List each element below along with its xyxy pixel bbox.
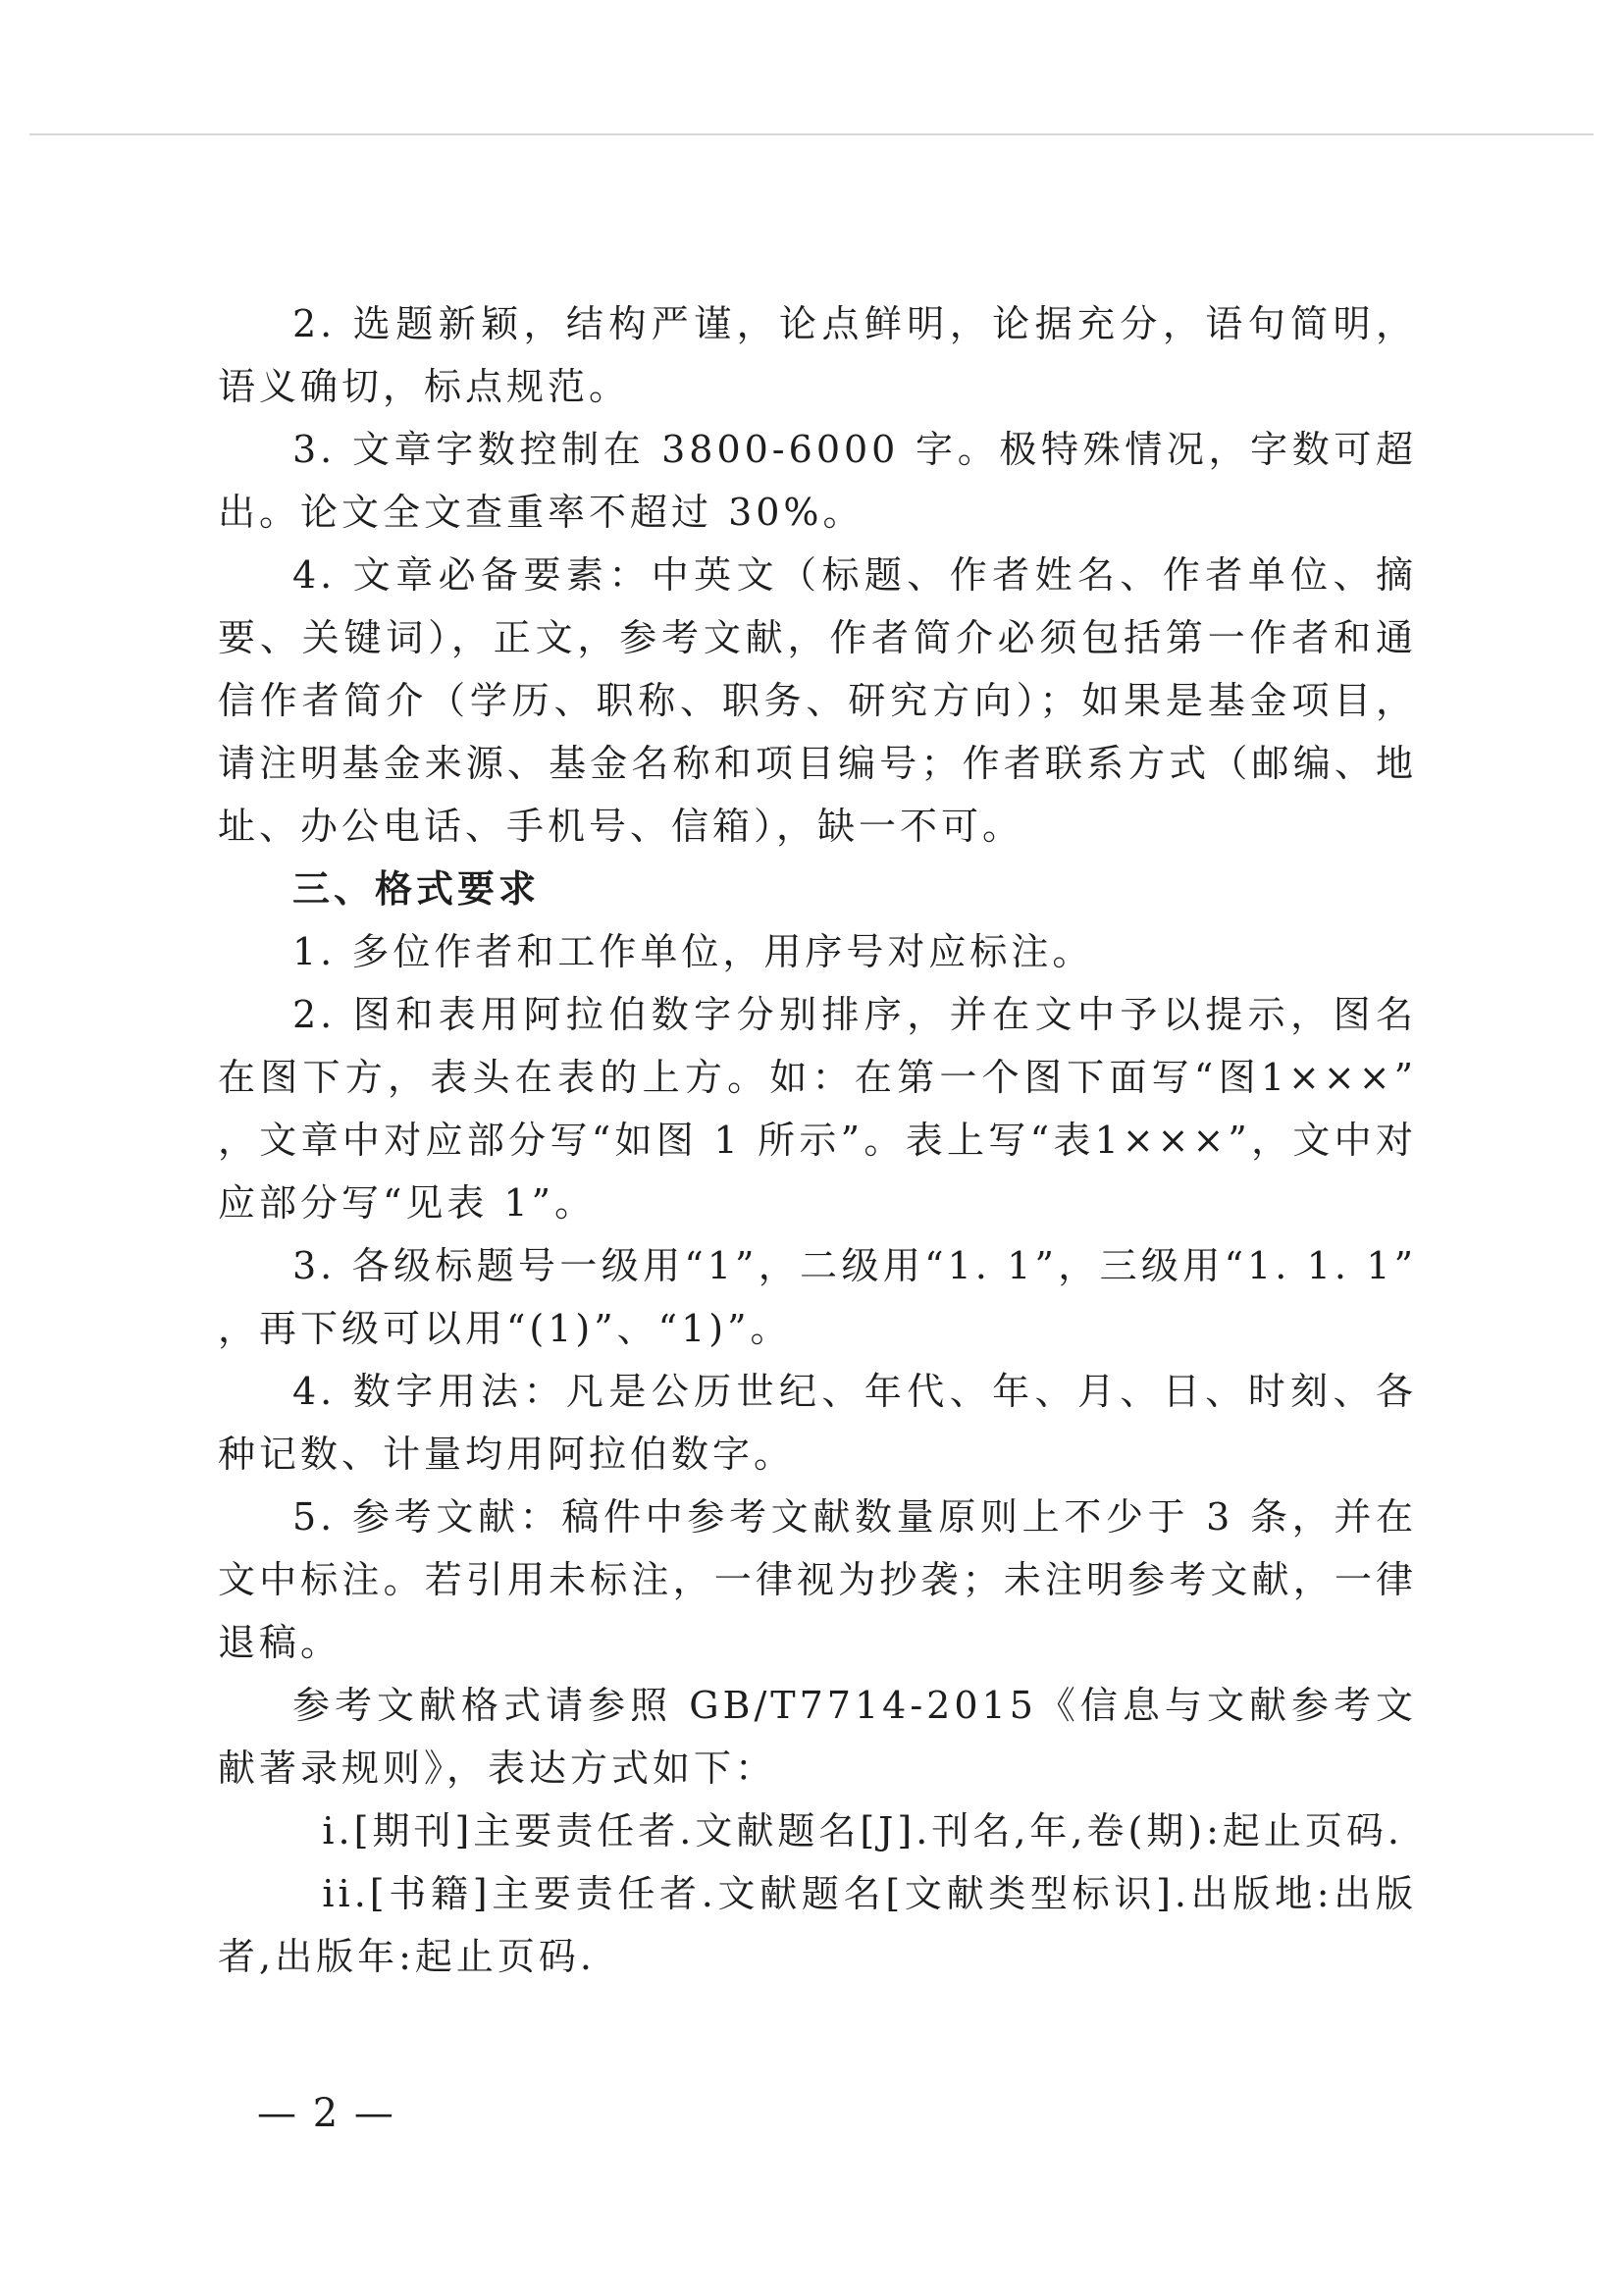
format-item-authors: 1. 多位作者和工作单位，用序号对应标注。 — [292, 930, 1094, 973]
format-item-number-usage: 4. 数字用法：凡是公历世纪、年代、年、月、日、时刻、各种记数、计量均用阿拉伯数字。 — [218, 1370, 1417, 1476]
format-item-heading-numbers: 3. 各级标题号一级用“1”，二级用“1. 1”，三级用“1. 1. 1”，再下级可以用“(1)”、“1)”。 — [218, 1244, 1417, 1350]
paragraph-required-elements: 4. 文章必备要素：中英文（标题、作者姓名、作者单位、摘要、关键词），正文，参考文献，作者简介必须包括第一作者和通信作者简介（学历、职称、职务、研究方向）；如果是基金项目，请注明基金来源、基金名称和项目编号；作者联系方式（邮编、地址、办公电话、手机号、信箱），缺一不可。 — [218, 553, 1417, 848]
paragraph-word-count: 3. 文章字数控制在 3800-6000 字。极特殊情况，字数可超出。论文全文查重率不超过 30%。 — [218, 428, 1417, 534]
format-item-references: 5. 参考文献：稿件中参考文献数量原则上不少于 3 条，并在文中标注。若引用未标注，一律视为抄袭；未注明参考文献，一律退稿。 — [218, 1495, 1417, 1664]
paragraph-topic-requirements: 2. 选题新颖，结构严谨，论点鲜明，论据充分，语句简明，语义确切，标点规范。 — [218, 302, 1417, 408]
section-heading-format: 三、格式要求 — [292, 867, 541, 911]
top-divider — [29, 133, 1594, 135]
format-item-figures-tables: 2. 图和表用阿拉伯数字分别排序，并在文中予以提示，图名在图下方，表头在表的上方。如：在第一个图下面写“图1×××”，文章中对应部分写“如图 1 所示”。表上写“表1×××”，文中对应部分写“见表 1”。 — [218, 993, 1417, 1225]
reference-format-intro: 参考文献格式请参照 GB/T7714-2015《信息与文献参考文献著录规则》，表达方式如下： — [218, 1684, 1417, 1790]
reference-format-book: ii.[书籍]主要责任者.文献题名[文献类型标识].出版地:出版者,出版年:起止页码. — [218, 1872, 1417, 1978]
document-body — [218, 292, 1417, 1988]
page-number: — 2 — — [257, 2091, 395, 2136]
reference-format-journal: i.[期刊]主要责任者.文献题名[J].刊名,年,卷(期):起止页码. — [322, 1809, 1404, 1852]
